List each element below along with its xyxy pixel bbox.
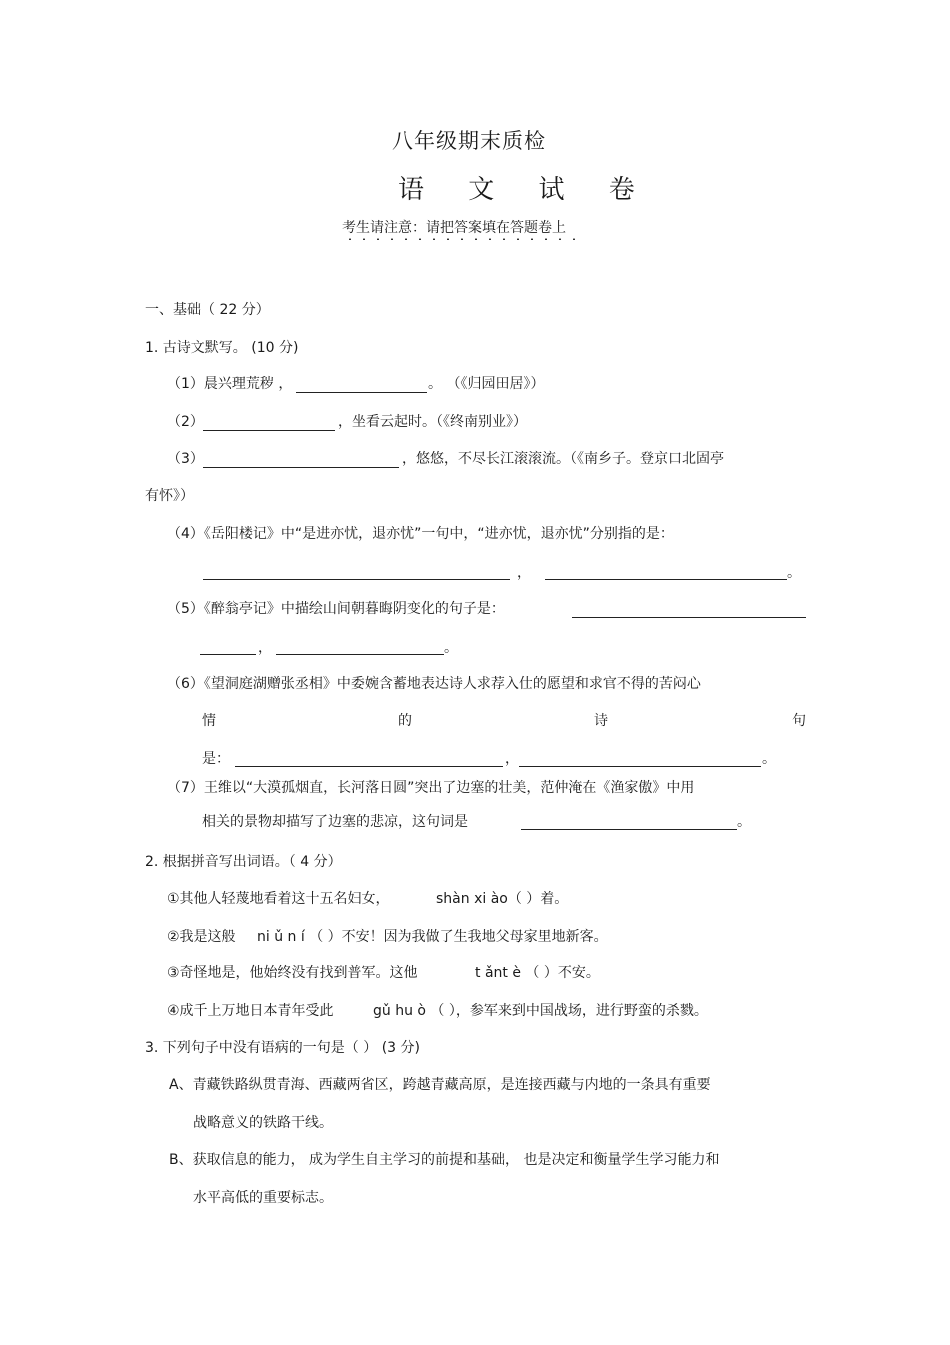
q1-item2-blank[interactable]	[203, 430, 335, 431]
q1-item7-end: 。	[737, 814, 751, 830]
q2-line1-pinyin: shàn xi ào（ ）着。	[436, 891, 569, 907]
q3-option-a-cont: 战略意义的铁路干线。	[193, 1115, 333, 1131]
q1-item6-sep: ，	[505, 751, 519, 767]
q1-item2-text: ，坐看云起时。（《终南别业》）	[338, 414, 527, 430]
q1-item4-sep: ，	[517, 565, 531, 581]
exam-heading: 八年级期末质检	[392, 129, 546, 153]
q1-stem: 1. 古诗文默写。 (10 分)	[145, 340, 299, 356]
q1-item5-sep: ，	[258, 640, 272, 656]
q1-item5-blank-1[interactable]	[572, 617, 806, 618]
q1-item5-blank-3[interactable]	[276, 654, 444, 655]
q1-item6-word-1: 情	[202, 713, 216, 729]
q1-item5-text: （5）《醉翁亭记》中描绘山间朝暮晦阴变化的句子是：	[167, 601, 505, 617]
q1-item7-text-cont: 相关的景物却描写了边塞的悲凉，这句词是	[202, 814, 468, 830]
q1-item3-text: ，悠悠，不尽长江滚滚流。（《南乡子。登京口北固亭	[402, 451, 724, 467]
q2-line2-text: ②我是这般	[167, 929, 236, 945]
q2-line3-text: ③奇怪地是，他始终没有找到普军。这他	[167, 965, 418, 981]
q1-item7-blank[interactable]	[521, 829, 737, 830]
q1-item3-blank[interactable]	[203, 467, 399, 468]
q3-option-a: A、青藏铁路纵贯青海、西藏两省区，跨越青藏高原，是连接西藏与内地的一条具有重要	[169, 1077, 711, 1093]
q1-item1-blank[interactable]	[296, 392, 427, 393]
q2-stem: 2. 根据拼音写出词语。（ 4 分）	[145, 854, 342, 870]
q1-item6-text: （6）《望洞庭湖赠张丞相》中委婉含蓄地表达诗人求荐入仕的愿望和求官不得的苦闷心	[167, 676, 701, 692]
q2-line2-pinyin: ni ǔ n í （ ）不安！因为我做了生我地父母家里地新客。	[257, 929, 608, 945]
q1-item5-blank-2[interactable]	[200, 654, 256, 655]
q3-option-b: B、获取信息的能力， 成为学生自主学习的前提和基础， 也是决定和衡量学生学习能力和	[169, 1152, 720, 1168]
q1-item6-word-3: 诗	[594, 713, 608, 729]
q3-option-b-cont: 水平高低的重要标志。	[193, 1190, 333, 1206]
q1-item5-end: 。	[444, 640, 458, 656]
q1-item4-end: 。	[787, 565, 801, 581]
emphasis-dots	[343, 238, 579, 240]
q1-item6-end: 。	[762, 751, 776, 767]
q2-line4-pinyin: gǔ hu ò （ ），参军来到中国战场，进行野蛮的杀戮。	[373, 1003, 708, 1019]
q1-item1-text: （1）晨兴理荒秽 ，	[167, 376, 293, 392]
q1-item6-blank-1[interactable]	[235, 766, 503, 767]
q1-item3-label: （3）	[167, 451, 204, 467]
q1-item6-lead: 是：	[202, 751, 230, 767]
q2-line1-text: ①其他人轻蔑地看着这十五名妇女，	[167, 891, 390, 907]
q1-item1-source: 。 （《归园田居》）	[428, 376, 545, 392]
q1-item4-blank-2[interactable]	[545, 579, 787, 580]
section-heading: 一、基础（ 22 分）	[145, 302, 270, 318]
q2-line4-text: ④成千上万地日本青年受此	[167, 1003, 334, 1019]
q1-item6-blank-2[interactable]	[519, 766, 761, 767]
notice-text: 考生请注意：请把答案填在答题卷上	[342, 220, 566, 236]
q1-item4-text: （4）《岳阳楼记》中“是进亦忧，退亦忧”一句中，“进亦忧，退亦忧”分别指的是：	[167, 526, 674, 542]
q1-item7-text: （7）王维以“大漠孤烟直，长河落日圆”突出了边塞的壮美，范仲淹在《渔家傲》中用	[167, 780, 695, 796]
q1-item6-word-2: 的	[398, 713, 412, 729]
q1-item4-blank-1[interactable]	[203, 579, 510, 580]
q1-item3-text-cont: 有怀》）	[145, 488, 194, 504]
q2-line3-pinyin: t ǎnt è （ ）不安。	[475, 965, 600, 981]
q1-item6-word-4: 句	[792, 713, 806, 729]
q1-item2-label: （2）	[167, 414, 204, 430]
page-title: 语 文 试 卷	[398, 175, 653, 205]
q3-stem: 3. 下列句子中没有语病的一句是（ ） (3 分)	[145, 1040, 420, 1056]
